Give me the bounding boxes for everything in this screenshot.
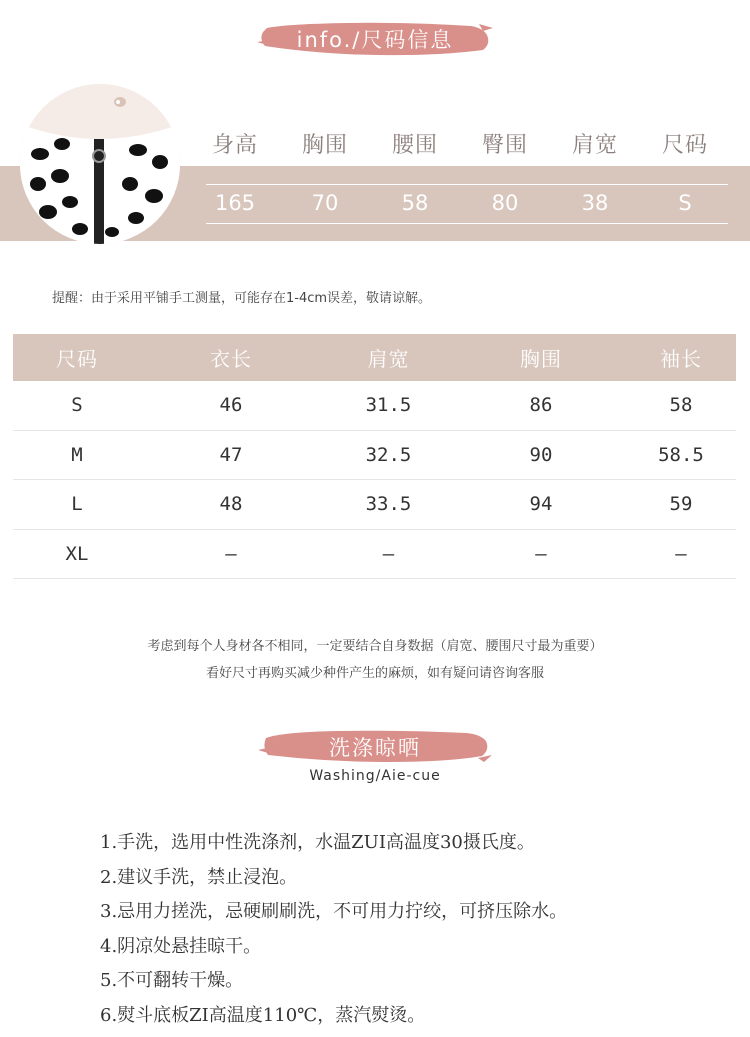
list-item: 4.阴凉处悬挂晾干。	[100, 935, 262, 957]
list-item: 2.建议手洗，禁止浸泡。	[100, 866, 298, 888]
model-value: S	[678, 191, 692, 215]
table-cell: 86	[529, 394, 553, 417]
model-header: 身高	[211, 133, 258, 158]
table-cell: 47	[219, 443, 243, 466]
care-banner	[258, 728, 492, 766]
column-header: 衣长	[210, 347, 252, 371]
list-item: 5.不可翻转干燥。	[100, 970, 244, 991]
table-cell: M	[71, 443, 83, 466]
model-header: 臀围	[481, 133, 528, 158]
table-cell: 46	[219, 394, 243, 417]
model-header: 胸围	[301, 133, 348, 158]
table-cell: –	[535, 542, 547, 565]
banner-title: info./尺码信息	[296, 28, 454, 52]
table-cell: 33.5	[365, 493, 412, 516]
info-banner	[257, 18, 493, 60]
table-cell: 58.5	[658, 443, 704, 466]
model-header: 尺码	[661, 133, 708, 158]
model-header: 腰围	[391, 133, 438, 158]
table-cell: 32.5	[365, 443, 412, 466]
column-header: 袖长	[660, 347, 702, 371]
column-header: 胸围	[520, 347, 562, 371]
table-cell: 31.5	[365, 394, 412, 417]
table-cell: 94	[529, 493, 553, 516]
table-cell: –	[675, 542, 687, 565]
size-remark: 考虑到每个人身材各不相同，一定要结合自身数据（肩宽、腰围尺寸最为重要）	[147, 639, 603, 654]
care-subtitle: Washing/Aie-cue	[309, 768, 441, 784]
table-row	[13, 480, 736, 530]
size-table-header	[13, 334, 736, 381]
model-value: 58	[401, 191, 429, 215]
divider	[206, 223, 728, 224]
model-value: 70	[311, 191, 339, 215]
list-item: 1.手洗，选用中性洗涤剂，水温ZUI高温度30摄氏度。	[100, 832, 535, 853]
model-header: 肩宽	[571, 133, 618, 158]
table-cell: 59	[669, 493, 693, 516]
table-cell: XL	[65, 542, 89, 565]
model-values	[190, 191, 730, 215]
table-row	[13, 431, 736, 481]
care-instructions	[100, 828, 567, 1035]
table-cell: –	[382, 542, 395, 565]
model-headers	[190, 128, 730, 159]
size-remark: 看好尺寸再购买减少种件产生的麻烦，如有疑问请咨询客服	[205, 666, 544, 681]
model-photo	[20, 84, 180, 244]
table-cell: 58	[669, 394, 693, 417]
model-value: 80	[491, 191, 519, 215]
table-row	[13, 381, 736, 431]
model-value: 165	[214, 191, 256, 215]
list-item: 6.熨斗底板ZI高温度110℃，蒸汽熨烫。	[100, 1004, 426, 1026]
banner-title: 洗涤晾晒	[329, 736, 421, 760]
table-row	[13, 530, 736, 580]
model-value: 38	[581, 191, 609, 215]
column-header: 尺码	[56, 347, 98, 371]
size-table	[13, 334, 736, 579]
table-cell: L	[71, 493, 83, 516]
measurement-note: 提醒：由于采用平铺手工测量，可能存在1-4cm误差，敬请谅解。	[52, 291, 432, 306]
list-item: 3.忌用力搓洗，忌硬刷刷洗，不可用力拧绞，可挤压除水。	[100, 901, 568, 922]
table-cell: 90	[529, 443, 553, 466]
divider	[206, 184, 728, 185]
column-header: 肩宽	[367, 347, 410, 371]
table-cell: 48	[219, 493, 243, 516]
table-cell: –	[225, 542, 237, 565]
table-cell: S	[71, 394, 83, 417]
